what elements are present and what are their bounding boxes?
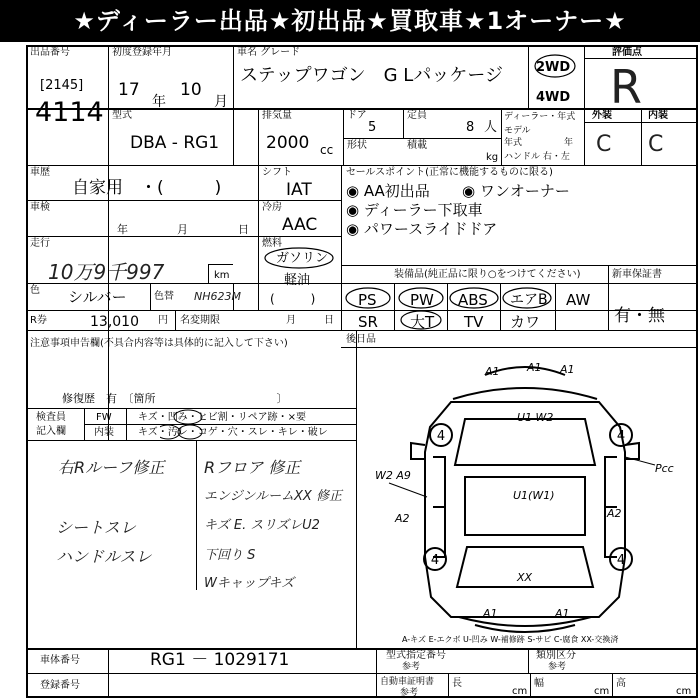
hw-left-1: 右Rルーフ修正	[58, 458, 165, 477]
interior-value: C	[648, 132, 664, 157]
mileage-label: 走行	[30, 238, 50, 249]
mark-11: W2 A9	[375, 469, 411, 482]
type-approval-sub: 参考	[402, 662, 421, 672]
inspection-year: 年	[117, 223, 128, 236]
recycle-value: 13,010	[90, 314, 139, 330]
displacement-unit: cc	[320, 143, 334, 157]
name-change-month: 月	[286, 315, 296, 326]
drive-4wd: 4WD	[536, 90, 571, 105]
equip-ps: PS	[358, 291, 377, 309]
inspector-circles	[160, 408, 260, 440]
repair-label: 修復歴 有 〔箇所 〕	[62, 392, 288, 405]
notes-label: 注意事項申告欄(不具合内容等は具体的に記入して下さい)	[30, 338, 288, 349]
mark-4: U1(W1)	[513, 489, 555, 502]
lot-label: 出品番号	[30, 47, 70, 58]
inspector-fw-text: キズ・凹み・ヒビ割・リペア跡・×要	[138, 412, 306, 423]
shift-label: シフト	[262, 167, 292, 178]
first-reg-month-unit: 月	[214, 94, 228, 110]
svg-text:4: 4	[616, 553, 626, 568]
svg-text:4: 4	[436, 429, 446, 444]
dim-width-unit: cm	[594, 686, 610, 697]
inspector-label-1: 検査員	[36, 412, 66, 423]
svg-text:4: 4	[430, 553, 440, 568]
hw-left-3: ハンドルスレ	[56, 547, 152, 566]
hw-right-4: 下回り S	[204, 548, 256, 563]
first-reg-year: 17	[118, 80, 140, 100]
fuel-gas: ガソリン	[276, 251, 329, 266]
dealer-label: ディーラー・年式	[504, 112, 576, 122]
first-reg-label: 初度登録年月	[112, 47, 172, 58]
equip-tv: TV	[464, 313, 484, 331]
grade-value: R	[610, 60, 642, 114]
equip-sunroof: 大T	[410, 313, 435, 331]
inspection-label: 車検	[30, 202, 50, 213]
equip-aw: AW	[566, 291, 591, 309]
mark-10: Pcc	[655, 462, 674, 475]
equip-pw: PW	[410, 291, 434, 309]
equipment-circles	[341, 283, 608, 330]
model-name-value: ステップワゴン G Lパッケージ	[240, 65, 503, 86]
recycle-label: R券	[30, 315, 47, 326]
svg-text:4: 4	[616, 429, 626, 444]
hw-right-5: Wキャップキズ	[204, 576, 295, 591]
grade-label: 評価点	[612, 47, 642, 58]
inspector-in: 内装	[94, 427, 114, 438]
equipment-label: 装備品(純正品に限り○をつけてください)	[394, 269, 581, 280]
doors-label: ドア	[347, 110, 367, 121]
dealer-model-label: モデル	[504, 126, 531, 136]
color-code-label: 色替	[154, 291, 174, 302]
interior-label: 内装	[648, 110, 668, 121]
class-no-label: 類別区分	[536, 650, 576, 661]
warranty-value: 有・無	[614, 306, 665, 326]
mark-1: A1	[527, 361, 542, 374]
selling-point-2: ◉ ワンオーナー	[462, 182, 570, 200]
model-code-label: 型式	[112, 110, 132, 121]
mark-2: A1	[560, 363, 575, 376]
cert-label: 自動車証明書	[380, 677, 435, 687]
color-value: シルバー	[68, 288, 127, 306]
hw-right-1: Rフロア 修正	[204, 458, 301, 477]
usage-value: 自家用 ・( )	[72, 178, 222, 198]
name-change-label: 名変期限	[180, 315, 220, 326]
drive-circle	[532, 52, 578, 80]
displacement-label: 排気量	[262, 110, 292, 121]
load-unit: kg	[486, 152, 499, 163]
car-damage-diagram	[355, 347, 698, 647]
dim-width: 幅	[534, 678, 544, 689]
equip-leather: カワ	[510, 313, 541, 331]
mark-8: A1	[483, 607, 498, 620]
equip-sr: SR	[358, 313, 378, 331]
dim-height-unit: cm	[676, 686, 692, 697]
selling-point-4: ◉ パワースライドドア	[346, 220, 498, 238]
hw-right-2: エンジンルームXX 修正	[204, 489, 342, 504]
selling-points-label: セールスポイント(正常に機能するものに限る)	[346, 167, 553, 178]
first-reg-year-unit: 年	[152, 94, 166, 110]
mark-9: A1	[555, 607, 570, 620]
dim-length-unit: cm	[512, 686, 528, 697]
recycle-unit: 円	[158, 315, 168, 326]
exterior-label: 外装	[592, 110, 612, 121]
inspection-day: 日	[238, 223, 249, 236]
color-label: 色	[30, 285, 40, 296]
selling-point-3: ◉ ディーラー下取車	[346, 201, 483, 219]
dim-length: 長	[452, 678, 462, 689]
mark-6: A2	[607, 507, 622, 520]
mark-5: A2	[395, 512, 410, 525]
diagram-legend: A-キズ E-エクボ U-凹み W-補修跡 S-サビ C-腐食 XX-交換済	[402, 635, 619, 644]
equip-airbag: エアB	[510, 292, 548, 308]
banner: ★ディーラー出品★初出品★買取車★1オーナー★	[0, 0, 700, 42]
class-no-sub: 参考	[548, 662, 567, 672]
color-code: NH623M	[194, 290, 241, 303]
shape-label: 形状	[347, 140, 367, 151]
mileage-unit: km	[214, 270, 230, 281]
chassis-label: 車体番号	[40, 655, 80, 666]
first-reg-month: 10	[180, 80, 202, 100]
load-label: 積載	[407, 140, 427, 151]
cert-sub: 参考	[400, 688, 419, 698]
hw-left-2: シートスレ	[56, 518, 136, 537]
doors-value: 5	[368, 120, 377, 135]
capacity-unit: 人	[484, 120, 498, 135]
usage-label: 車歴	[30, 167, 50, 178]
exterior-value: C	[596, 132, 612, 157]
mark-3: U1 W2	[517, 411, 554, 424]
dim-height: 高	[616, 678, 626, 689]
dealer-year-label: 年式	[504, 138, 523, 148]
type-approval-label: 型式指定番号	[386, 650, 446, 661]
dealer-year-unit: 年	[564, 138, 574, 148]
lot-sub: [2145]	[40, 78, 84, 93]
reg-no-label: 登録番号	[40, 680, 80, 691]
drive-2wd: 2WD	[536, 60, 571, 75]
hw-right-3: キズ E. スリズレU2	[204, 518, 320, 533]
lot-number: 4114	[35, 97, 104, 128]
fuel-other: ( )	[270, 292, 316, 306]
capacity-label: 定員	[407, 110, 427, 121]
aircon-label: 冷房	[262, 202, 282, 213]
name-change-day: 日	[324, 315, 334, 326]
fuel-label: 燃料	[262, 238, 282, 249]
mark-7: XX	[517, 571, 533, 584]
rear-label: 後日品	[346, 334, 376, 345]
chassis-value: RG1 － 1029171	[150, 650, 290, 670]
mileage-value: 10万9千997	[48, 260, 165, 284]
capacity-value: 8	[466, 120, 475, 135]
model-code-value: DBA - RG1	[130, 133, 220, 153]
inspector-label-2: 記入欄	[36, 426, 66, 437]
equip-abs: ABS	[458, 291, 488, 309]
aircon-value: AAC	[282, 215, 318, 235]
displacement-value: 2000	[266, 133, 310, 153]
inspection-month: 月	[177, 223, 188, 236]
mark-0: A1	[485, 365, 500, 378]
dealer-handle: ハンドル 右・左	[504, 152, 570, 162]
inspector-fw: FW	[96, 412, 112, 423]
fuel-diesel: 軽油	[284, 273, 311, 288]
warranty-label: 新車保証書	[612, 269, 662, 280]
inspector-in-text: キズ・汚レ・コゲ・穴・スレ・キレ・破レ	[138, 427, 328, 438]
selling-point-1: ◉ AA初出品	[346, 182, 430, 200]
model-name-label: 車名 グレード	[237, 47, 301, 58]
shift-value: IAT	[286, 180, 312, 200]
